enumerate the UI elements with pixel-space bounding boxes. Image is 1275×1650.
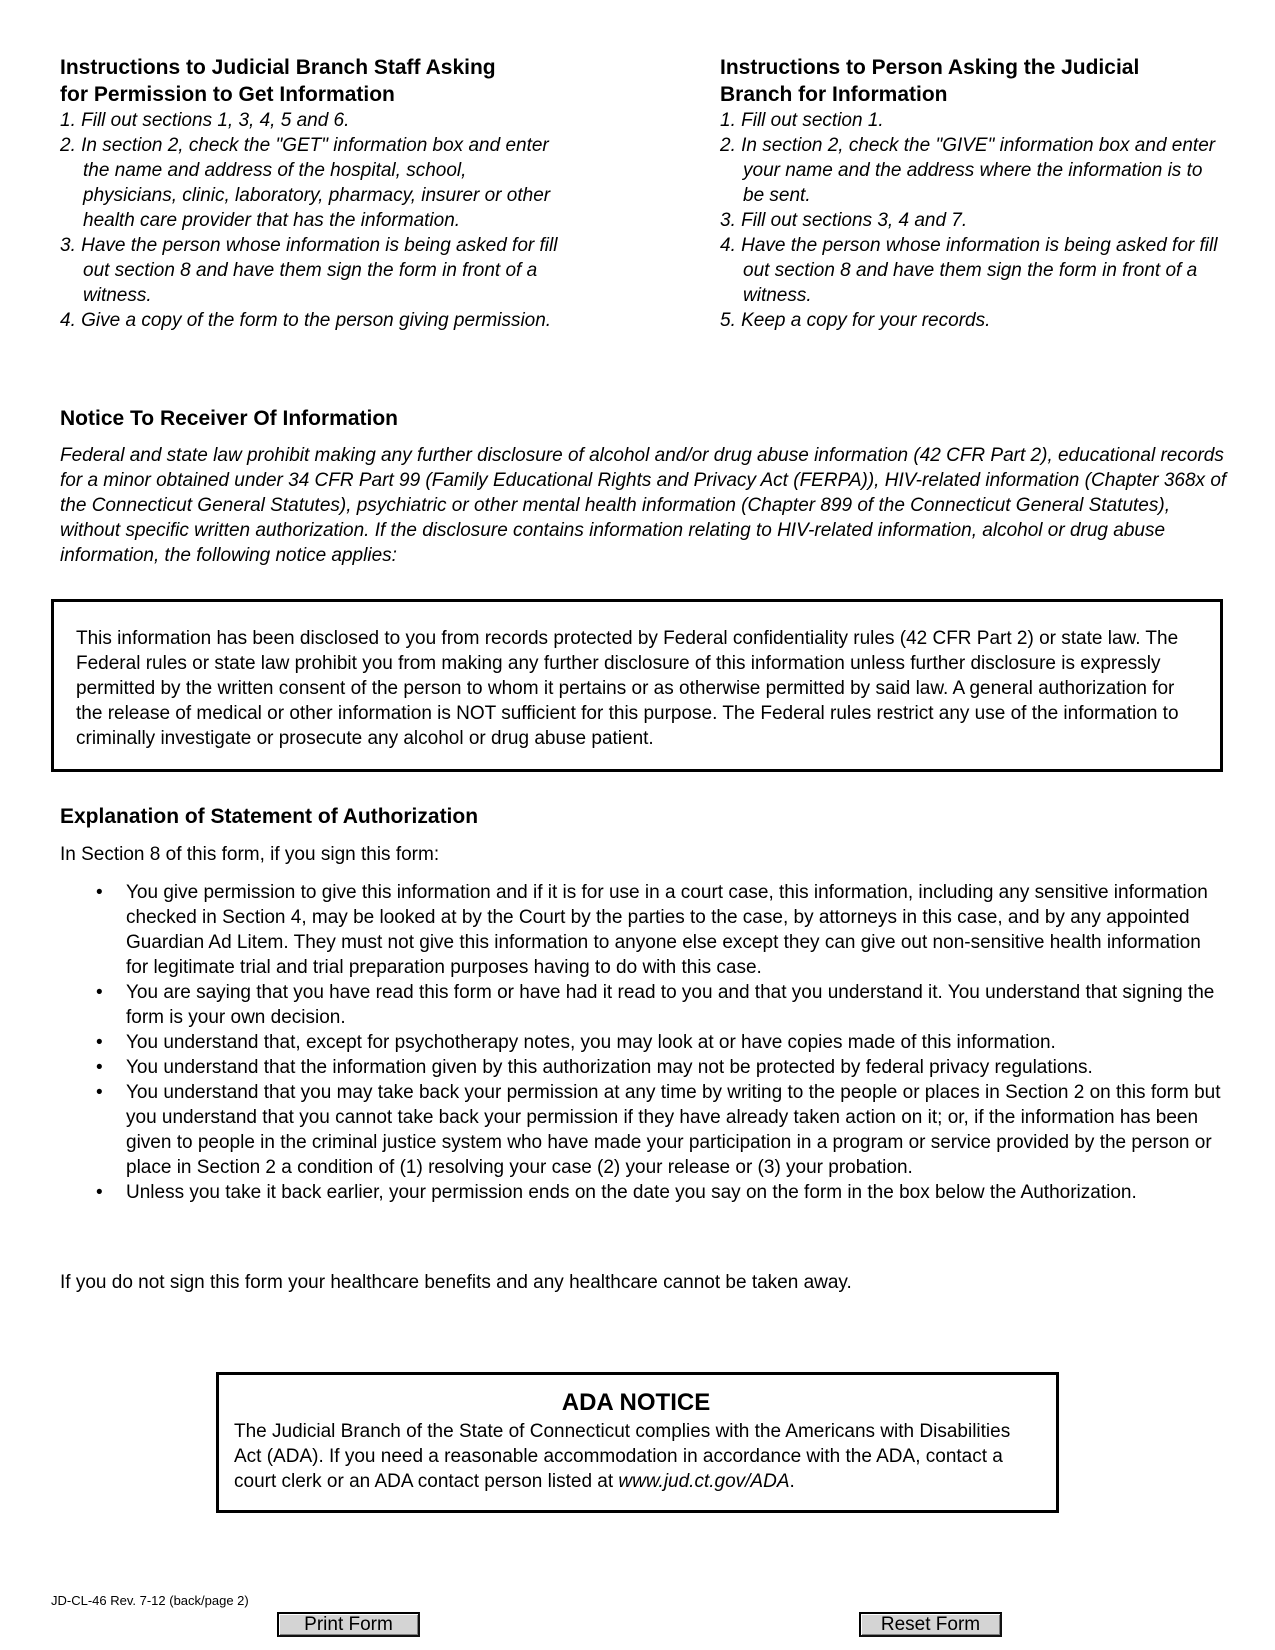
list-item: 3. Have the person whose information is being asked for fill out section 8 and have them sign the form in front of a witness. bbox=[60, 235, 558, 306]
staff-heading-line2: for Permission to Get Information bbox=[60, 83, 395, 106]
list-item: 3. Fill out sections 3, 4 and 7. bbox=[720, 210, 968, 231]
list-item: 4. Give a copy of the form to the person giving permission. bbox=[60, 310, 552, 331]
explanation-title: Explanation of Statement of Authorization bbox=[60, 805, 479, 828]
list-item bbox=[96, 980, 1226, 1030]
bullet-icon: • bbox=[96, 1082, 103, 1103]
closing-statement: If you do not sign this form your healthcare benefits and any healthcare cannot be taken away. bbox=[60, 1272, 852, 1293]
list-item bbox=[96, 1180, 1226, 1205]
form-id: JD-CL-46 Rev. 7-12 (back/page 2) bbox=[51, 1593, 249, 1608]
list-item bbox=[96, 1055, 1226, 1080]
list-item: 4. Have the person whose information is being asked for fill out section 8 and have them sign the form in front of a witness. bbox=[720, 235, 1218, 306]
bullet-icon: • bbox=[96, 982, 103, 1003]
ada-period: . bbox=[789, 1471, 795, 1492]
list-item: 1. Fill out sections 1, 3, 4, 5 and 6. bbox=[60, 110, 350, 131]
bullet-text: You understand that, except for psychotherapy notes, you may look at or have copies made of this information. bbox=[126, 1032, 1056, 1053]
authorization-bullets bbox=[96, 880, 1226, 1205]
notice-text: Federal and state law prohibit making any further disclosure of alcohol and/or drug abuse information (42 CFR Part 2), educational records for a minor obtained under 34 CFR Part 99 (Family Educational Rights and Privacy Act (FERPA)), HIV-related information (Chapter 368x of the Connecticut General Statutes), psychiatric or other mental health information (Chapter 899 of the Connecticut General Statutes), without specific written authorization. If the disclosure contains information relating to HIV-related information, alcohol or drug abuse information, the following notice applies: bbox=[60, 445, 1227, 566]
staff-heading-line1: Instructions to Judicial Branch Staff Asking bbox=[60, 56, 496, 79]
bullet-icon: • bbox=[96, 882, 103, 903]
person-instructions-heading bbox=[720, 54, 1220, 108]
person-heading-line2: Branch for Information bbox=[720, 83, 948, 106]
explanation-intro: In Section 8 of this form, if you sign this form: bbox=[60, 844, 440, 865]
person-instructions bbox=[720, 54, 1220, 333]
notice-title: Notice To Receiver Of Information bbox=[60, 407, 398, 430]
bullet-text: You understand that the information given by this authorization may not be protected by federal privacy regulations. bbox=[126, 1057, 1093, 1078]
list-item: 1. Fill out section 1. bbox=[720, 110, 884, 131]
list-item: 5. Keep a copy for your records. bbox=[720, 310, 991, 331]
ada-notice-box bbox=[216, 1372, 1059, 1513]
ada-url: www.jud.ct.gov/ADA bbox=[618, 1471, 790, 1492]
ada-notice-text bbox=[234, 1419, 1038, 1494]
reset-form-button[interactable]: Reset Form bbox=[859, 1612, 1002, 1637]
staff-instructions-list bbox=[60, 108, 560, 333]
list-item bbox=[96, 1030, 1226, 1055]
bullet-icon: • bbox=[96, 1182, 103, 1203]
ada-notice-body: The Judicial Branch of the State of Connecticut complies with the Americans with Disabilities Act (ADA). If you need a reasonable accommodation in accordance with the ADA, contact a court clerk or an ADA contact person listed at bbox=[234, 1421, 1011, 1492]
bullet-text: You are saying that you have read this form or have had it read to you and that you understand it. You understand that signing the form is your own decision. bbox=[126, 982, 1215, 1028]
list-item bbox=[96, 1080, 1226, 1180]
bullet-icon: • bbox=[96, 1032, 103, 1053]
bullet-text: You give permission to give this information and if it is for use in a court case, this information, including any sensitive information checked in Section 4, may be looked at by the Court by the parties to the case, by attorneys in this case, and by any appointed Guardian Ad Litem. They must not give this information to anyone else except they can give out non-sensitive health information for legitimate trial and trial preparation purposes having to do with this case. bbox=[126, 882, 1208, 978]
print-form-button[interactable]: Print Form bbox=[277, 1612, 420, 1637]
person-heading-line1: Instructions to Person Asking the Judicial bbox=[720, 56, 1140, 79]
staff-instructions-heading bbox=[60, 54, 560, 108]
person-instructions-list bbox=[720, 108, 1220, 333]
bullet-text: You understand that you may take back your permission at any time by writing to the people or places in Section 2 on this form but you understand that you cannot take back your permission if they have already taken action on it; or, if the information has been given to people in the criminal justice system who have made your participation in a program or service provided by the person or place in Section 2 a condition of (1) resolving your case (2) your release or (3) your probation. bbox=[126, 1082, 1221, 1178]
bullet-text: Unless you take it back earlier, your permission ends on the date you say on the form in the box below the Authorization. bbox=[126, 1182, 1137, 1203]
confidentiality-notice-box bbox=[51, 599, 1223, 772]
confidentiality-notice-text: This information has been disclosed to you from records protected by Federal confidentiality rules (42 CFR Part 2) or state law. The Federal rules or state law prohibit you from making any further disclosure of this information unless further disclosure is expressly permitted by the written consent of the person to whom it pertains or as otherwise permitted by said law. A general authorization for the release of medical or other information is NOT sufficient for this purpose. The Federal rules restrict any use of the information to criminally investigate or prosecute any alcohol or drug abuse patient. bbox=[76, 628, 1179, 749]
list-item: 2. In section 2, check the "GET" information box and enter the name and address of the hospital, school, physicians, clinic, laboratory, pharmacy, insurer or other health care provider that has the information. bbox=[60, 135, 551, 231]
list-item bbox=[96, 880, 1226, 980]
bullet-icon: • bbox=[96, 1057, 103, 1078]
list-item: 2. In section 2, check the "GIVE" information box and enter your name and the address where the information is to be sent. bbox=[720, 135, 1216, 206]
ada-notice-title: ADA NOTICE bbox=[561, 1389, 711, 1416]
staff-instructions bbox=[60, 54, 560, 333]
